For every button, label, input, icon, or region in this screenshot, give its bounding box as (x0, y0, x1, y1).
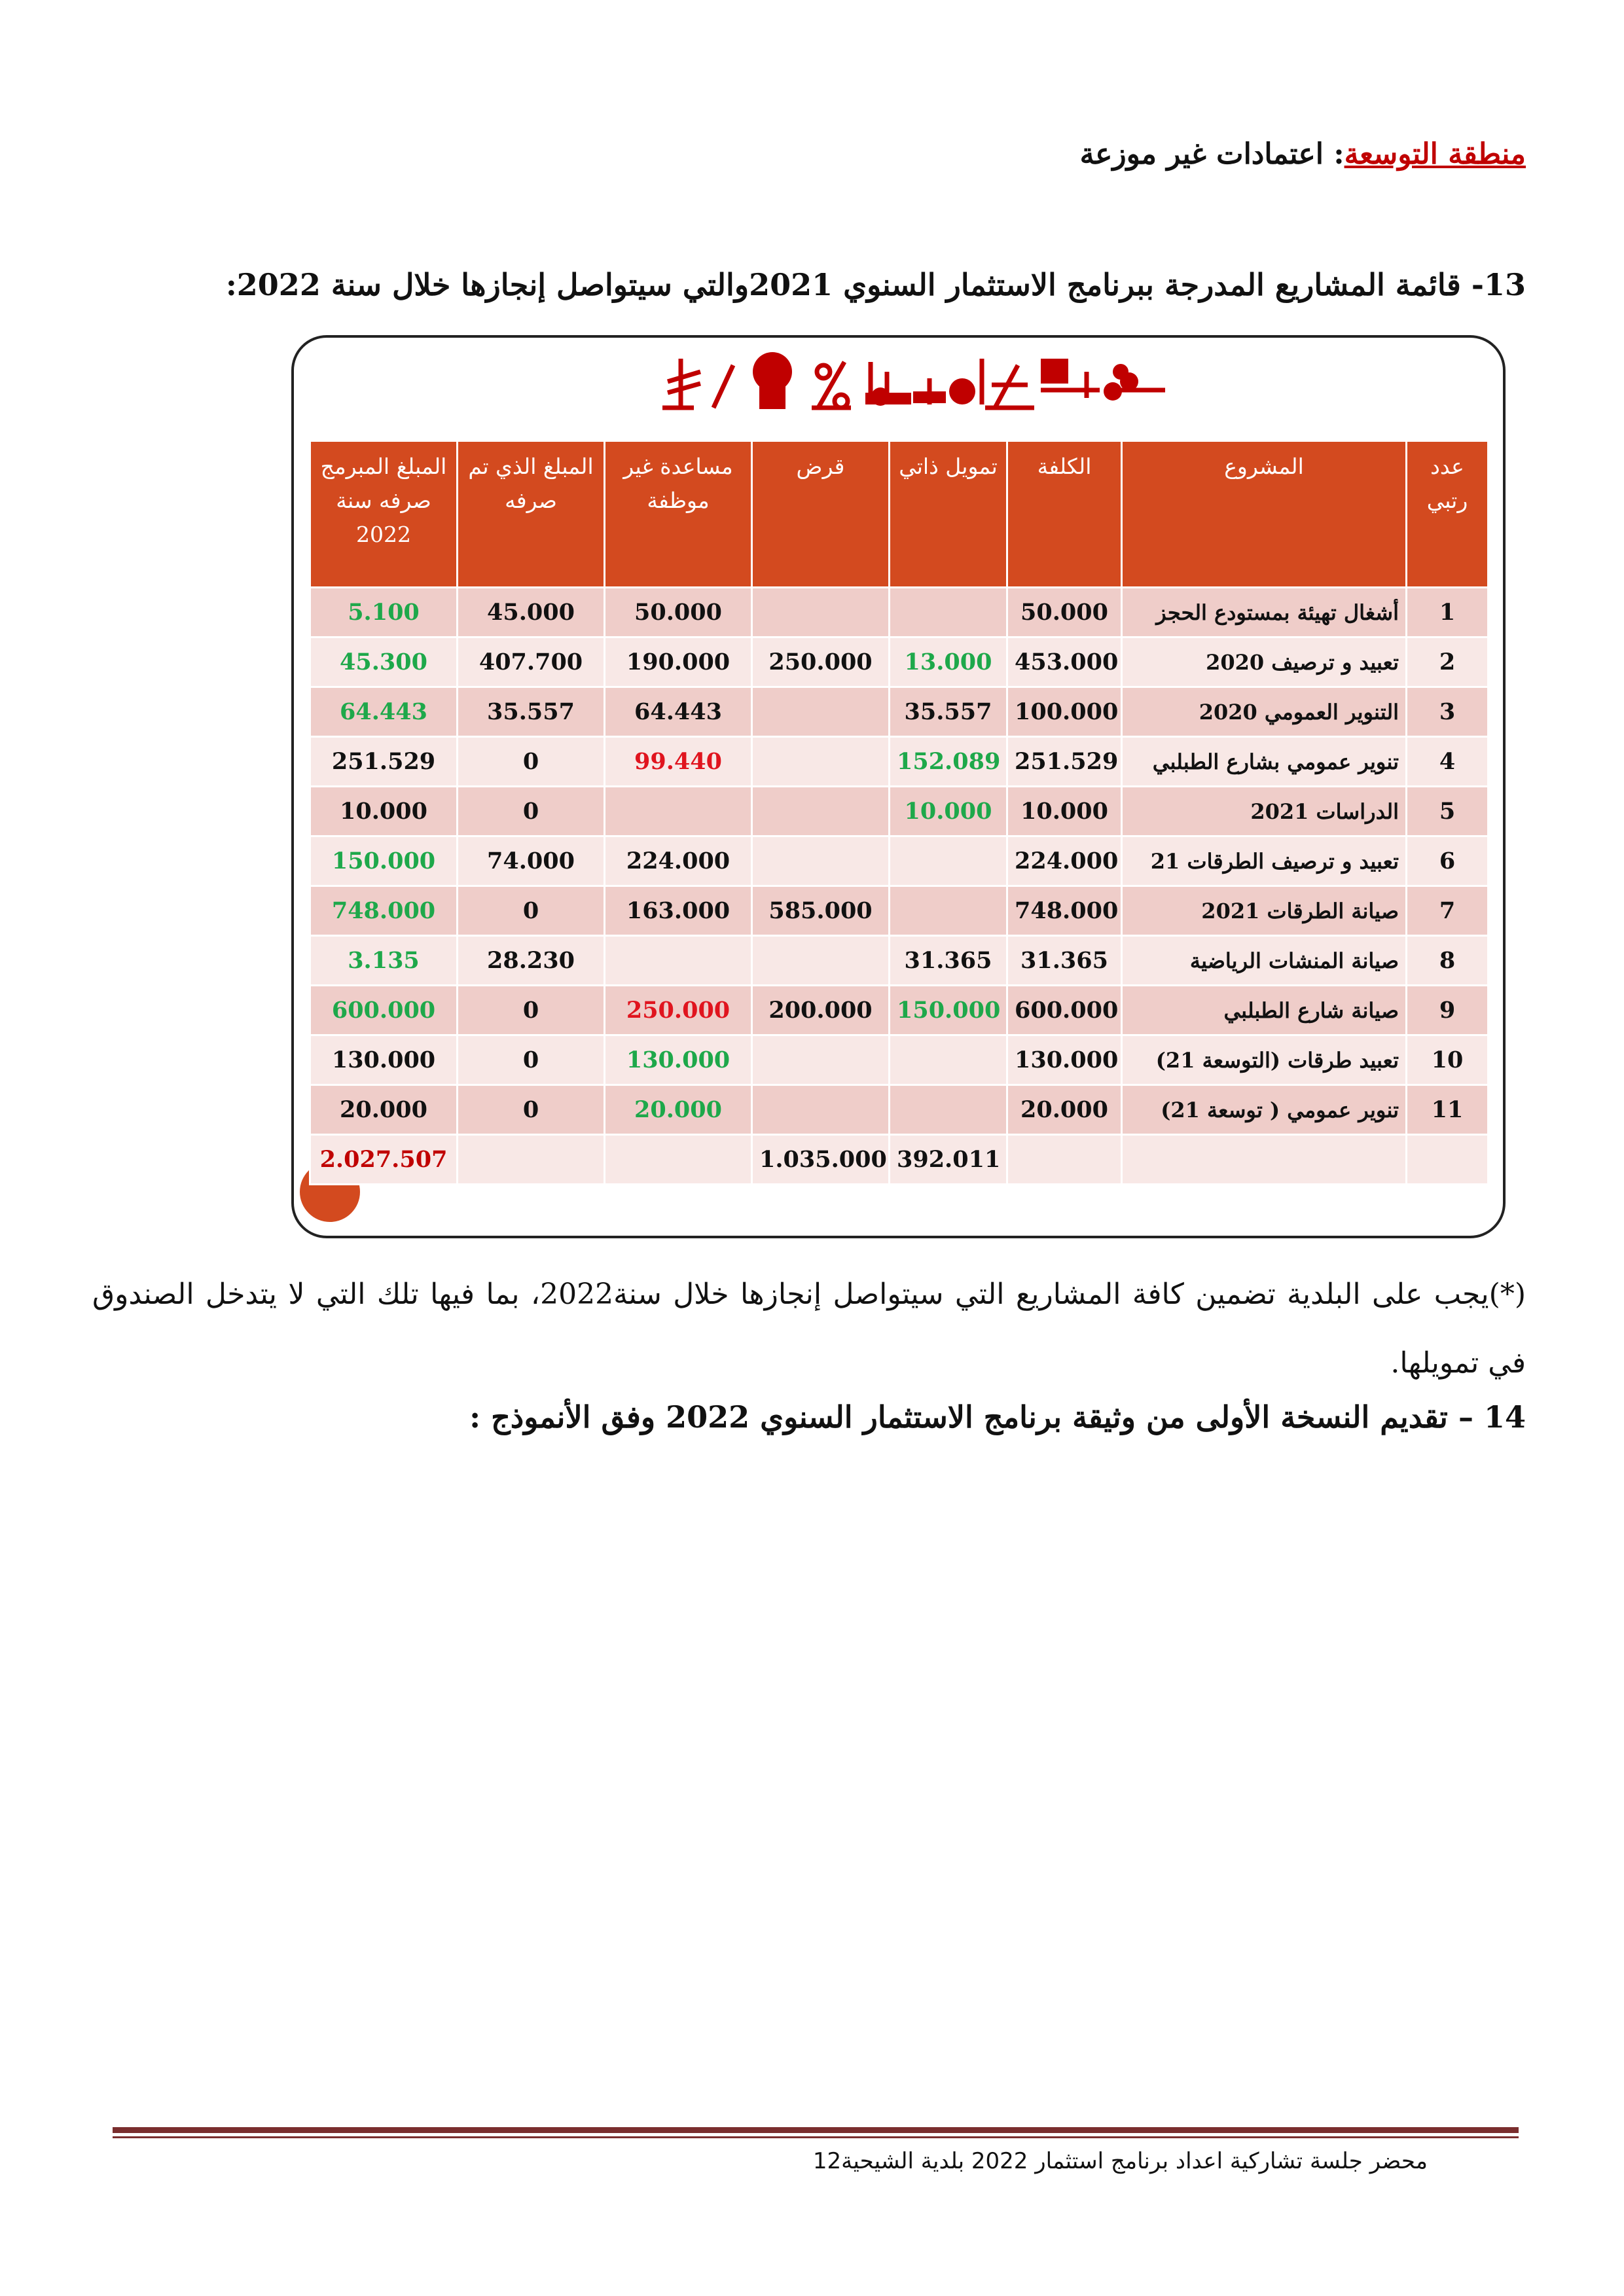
cell-cost: 31.365 (1007, 936, 1122, 986)
table-row (310, 588, 1489, 637)
cell-self-funding (890, 588, 1007, 637)
cell-self-funding: 13.000 (890, 637, 1007, 687)
cell-grant: 163.000 (605, 886, 752, 936)
cell-loan: 250.000 (752, 637, 890, 687)
cell-total-spent (458, 1135, 605, 1185)
table-row (310, 787, 1489, 836)
cell-total-grant (605, 1135, 752, 1185)
header-grant: مساعدة غير موظفة (605, 441, 752, 588)
cell-programmed: 10.000 (310, 787, 458, 836)
cell-programmed: 251.529 (310, 737, 458, 787)
cell-spent: 0 (458, 1035, 605, 1085)
cell-rank: 11 (1407, 1085, 1489, 1135)
cell-cost: 100.000 (1007, 687, 1122, 737)
banner-glyphs-graphic (655, 346, 1276, 418)
cell-loan (752, 1035, 890, 1085)
cell-cost: 10.000 (1007, 787, 1122, 836)
cell-rank: 5 (1407, 787, 1489, 836)
table-row (310, 936, 1489, 986)
banner-glyphs (655, 346, 1276, 418)
cell-cost: 224.000 (1007, 836, 1122, 886)
cell-spent: 0 (458, 886, 605, 936)
cell-loan: 200.000 (752, 986, 890, 1035)
cell-cost: 453.000 (1007, 637, 1122, 687)
cell-project: صيانة الطرقات 2021 (1122, 886, 1407, 936)
cell-total-self-funding: 392.011 (890, 1135, 1007, 1185)
cell-self-funding: 31.365 (890, 936, 1007, 986)
cell-cost: 748.000 (1007, 886, 1122, 936)
zone-label: منطقة التوسعة (1344, 137, 1526, 171)
footer-divider-thick (113, 2127, 1519, 2133)
cell-spent: 0 (458, 986, 605, 1035)
cell-spent: 35.557 (458, 687, 605, 737)
cell-spent: 28.230 (458, 936, 605, 986)
cell-self-funding: 150.000 (890, 986, 1007, 1035)
cell-spent: 0 (458, 787, 605, 836)
zone-heading (1080, 137, 1526, 171)
cell-programmed: 20.000 (310, 1085, 458, 1135)
cell-loan (752, 787, 890, 836)
cell-spent: 45.000 (458, 588, 605, 637)
cell-rank: 9 (1407, 986, 1489, 1035)
header-spent: المبلغ الذي تم صرفه (458, 441, 605, 588)
cell-grant: 64.443 (605, 687, 752, 737)
table-row (310, 1035, 1489, 1085)
cell-loan (752, 588, 890, 637)
cell-cost: 600.000 (1007, 986, 1122, 1035)
table-row (310, 886, 1489, 936)
cell-grant: 250.000 (605, 986, 752, 1035)
cell-project: أشغال تهيئة بمستودع الحجز (1122, 588, 1407, 637)
cell-rank: 1 (1407, 588, 1489, 637)
cell-rank: 10 (1407, 1035, 1489, 1085)
table-header-row (310, 441, 1489, 588)
cell-programmed: 5.100 (310, 588, 458, 637)
zone-text: : اعتمادات غير موزعة (1079, 137, 1344, 171)
cell-spent: 407.700 (458, 637, 605, 687)
cell-self-funding: 35.557 (890, 687, 1007, 737)
cell-project: تعبيد طرقات (التوسعة 21) (1122, 1035, 1407, 1085)
table-row (310, 687, 1489, 737)
table-row (310, 737, 1489, 787)
cell-rank: 4 (1407, 737, 1489, 787)
cell-programmed: 130.000 (310, 1035, 458, 1085)
table-row (310, 986, 1489, 1035)
header-loan: قرض (752, 441, 890, 588)
header-project: المشروع (1122, 441, 1407, 588)
cell-rank: 2 (1407, 637, 1489, 687)
table-totals-row (310, 1135, 1489, 1185)
cell-programmed: 600.000 (310, 986, 458, 1035)
cell-programmed: 3.135 (310, 936, 458, 986)
header-self-funding: تمويل ذاتي (890, 441, 1007, 588)
cell-rank: 7 (1407, 886, 1489, 936)
cell-project: تعبيد و ترصيف الطرقات 21 (1122, 836, 1407, 886)
footer-divider-thin (113, 2136, 1519, 2138)
item-13-heading: 13- قائمة المشاريع المدرجة ببرنامج الاستثمار السنوي 2021والتي سيتواصل إنجازها خلال سنة 2022: (225, 267, 1526, 302)
cell-grant: 130.000 (605, 1035, 752, 1085)
cell-grant (605, 787, 752, 836)
note-paragraph: (*)يجب على البلدية تضمين كافة المشاريع التي سيتواصل إنجازها خلال سنة2022، بما فيها تلك التي لا يتدخل الصندوق في تمويلها. (92, 1278, 1526, 1380)
projects-table (309, 440, 1489, 1185)
cell-grant: 50.000 (605, 588, 752, 637)
cell-self-funding (890, 1035, 1007, 1085)
cell-loan (752, 1085, 890, 1135)
item-14-heading: 14 – تقديم النسخة الأولى من وثيقة برنامج الاستثمار السنوي 2022 وفق الأنموذج : (469, 1399, 1526, 1435)
cell-rank: 8 (1407, 936, 1489, 986)
cell-total-loan: 1.035.000 (752, 1135, 890, 1185)
cell-total-programmed: 2.027.507 (310, 1135, 458, 1185)
cell-self-funding (890, 886, 1007, 936)
table-row (310, 836, 1489, 886)
cell-loan (752, 936, 890, 986)
cell-grant (605, 936, 752, 986)
cell-cost: 251.529 (1007, 737, 1122, 787)
cell-grant: 20.000 (605, 1085, 752, 1135)
cell-programmed: 45.300 (310, 637, 458, 687)
cell-programmed: 150.000 (310, 836, 458, 886)
cell-spent: 0 (458, 737, 605, 787)
cell-grant: 99.440 (605, 737, 752, 787)
cell-spent: 74.000 (458, 836, 605, 886)
cell-loan: 585.000 (752, 886, 890, 936)
cell-self-funding (890, 836, 1007, 886)
cell-rank: 3 (1407, 687, 1489, 737)
cell-loan (752, 836, 890, 886)
cell-spent: 0 (458, 1085, 605, 1135)
cell-self-funding: 152.089 (890, 737, 1007, 787)
cell-cost: 20.000 (1007, 1085, 1122, 1135)
cell-self-funding: 10.000 (890, 787, 1007, 836)
table-row (310, 1085, 1489, 1135)
cell-total-cost (1007, 1135, 1122, 1185)
header-programmed: المبلغ المبرمج صرفه سنة 2022 (310, 441, 458, 588)
cell-project: التنوير العمومي 2020 (1122, 687, 1407, 737)
cell-grant: 224.000 (605, 836, 752, 886)
table-row (310, 637, 1489, 687)
projects-table-container (311, 440, 1489, 1185)
cell-project: تنوير عمومي ( توسعة 21) (1122, 1085, 1407, 1135)
cell-self-funding (890, 1085, 1007, 1135)
cell-cost: 50.000 (1007, 588, 1122, 637)
cell-loan (752, 737, 890, 787)
cell-project: تنوير عمومي بشارع الطبلبي (1122, 737, 1407, 787)
cell-loan (752, 687, 890, 737)
cell-total-project (1122, 1135, 1407, 1185)
header-rank: عدد رتبي (1407, 441, 1489, 588)
cell-project: الدراسات 2021 (1122, 787, 1407, 836)
cell-total-rank (1407, 1135, 1489, 1185)
header-cost: الكلفة (1007, 441, 1122, 588)
cell-cost: 130.000 (1007, 1035, 1122, 1085)
cell-project: صيانة شارع الطبلبي (1122, 986, 1407, 1035)
cell-grant: 190.000 (605, 637, 752, 687)
cell-project: تعبيد و ترصيف 2020 (1122, 637, 1407, 687)
cell-rank: 6 (1407, 836, 1489, 886)
cell-project: صيانة المنشات الرياضية (1122, 936, 1407, 986)
cell-programmed: 748.000 (310, 886, 458, 936)
cell-programmed: 64.443 (310, 687, 458, 737)
footer-text: محضر جلسة تشاركية اعداد برنامج استثمار 2022 بلدية الشيحية12 (812, 2148, 1428, 2174)
